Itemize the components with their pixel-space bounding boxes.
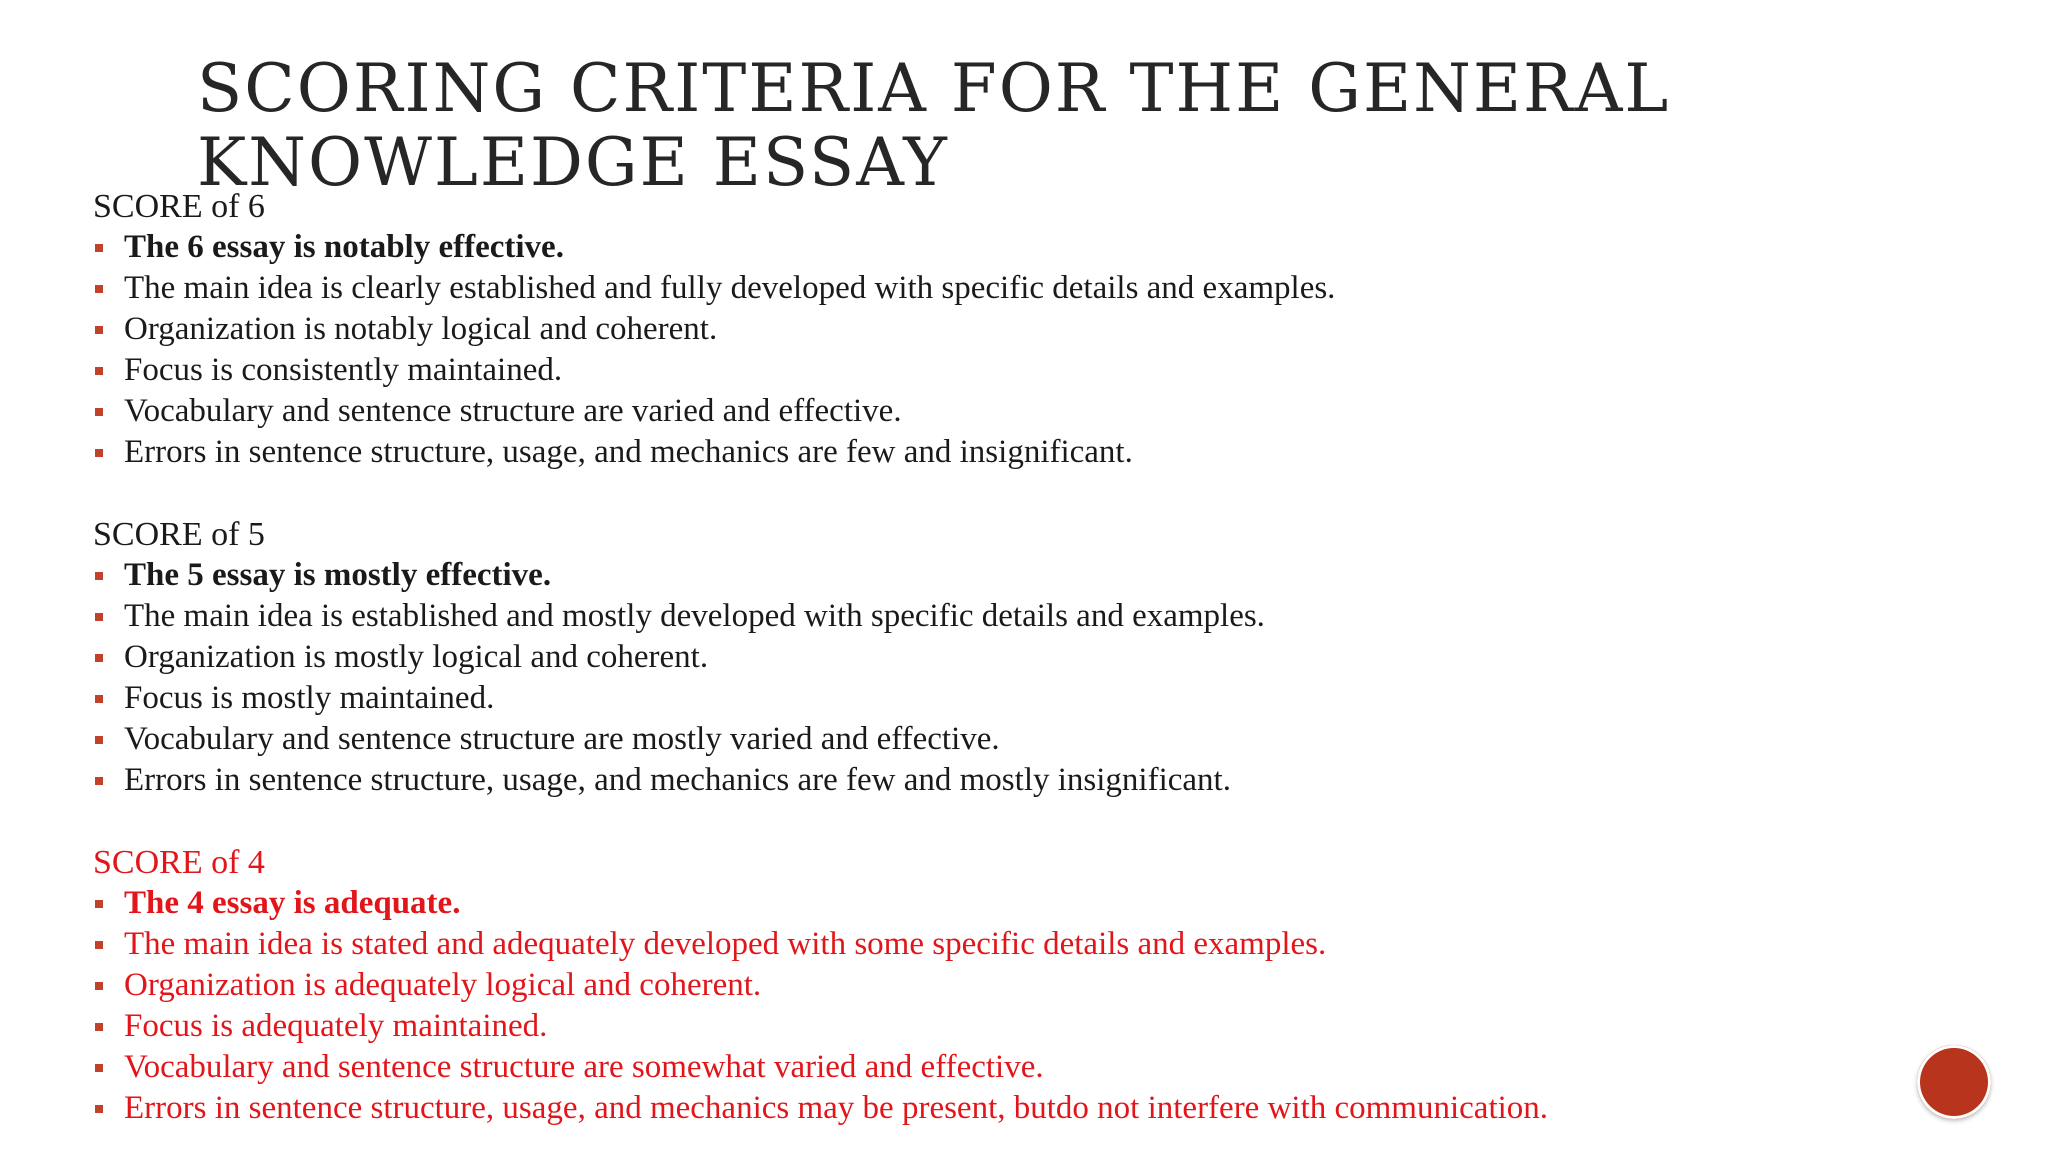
- bullet-icon: [95, 1064, 103, 1072]
- bullet-icon: [95, 408, 103, 416]
- bullet-icon: [95, 367, 103, 375]
- score-5-list: [93, 555, 1993, 801]
- list-item: The 4 essay is adequate.: [93, 883, 1993, 924]
- bullet-icon: [95, 244, 103, 252]
- score-6-section: [93, 186, 1993, 473]
- list-item: Errors in sentence structure, usage, and mechanics are few and insignificant.: [93, 432, 1993, 473]
- bullet-icon: [95, 654, 103, 662]
- bullet-icon: [95, 777, 103, 785]
- bullet-icon: [95, 1023, 103, 1031]
- list-item: Errors in sentence structure, usage, and mechanics may be present, butdo not interfere with communication.: [93, 1088, 1993, 1129]
- list-item: Organization is mostly logical and coherent.: [93, 637, 1993, 678]
- list-item: The main idea is clearly established and fully developed with specific details and examples.: [93, 268, 1993, 309]
- criteria-body: [93, 186, 1993, 1129]
- list-item: Vocabulary and sentence structure are varied and effective.: [93, 391, 1993, 432]
- list-item: Focus is consistently maintained.: [93, 350, 1993, 391]
- list-item: Organization is notably logical and coherent.: [93, 309, 1993, 350]
- score-4-heading: SCORE of 4: [93, 844, 265, 881]
- slide-nav-button[interactable]: [1917, 1045, 1991, 1119]
- score-4-section: [93, 842, 1993, 1129]
- score-5-heading: SCORE of 5: [93, 516, 265, 553]
- bullet-icon: [95, 285, 103, 293]
- list-item: Vocabulary and sentence structure are mostly varied and effective.: [93, 719, 1993, 760]
- list-item: Focus is mostly maintained.: [93, 678, 1993, 719]
- bullet-icon: [95, 572, 103, 580]
- list-item: The main idea is stated and adequately developed with some specific details and examples.: [93, 924, 1993, 965]
- list-item: The 5 essay is mostly effective.: [93, 555, 1993, 596]
- list-item: Errors in sentence structure, usage, and mechanics are few and mostly insignificant.: [93, 760, 1993, 801]
- bullet-icon: [95, 736, 103, 744]
- bullet-icon: [95, 613, 103, 621]
- score-6-list: [93, 227, 1993, 473]
- list-item: Focus is adequately maintained.: [93, 1006, 1993, 1047]
- bullet-icon: [95, 449, 103, 457]
- list-item: The main idea is established and mostly developed with specific details and examples.: [93, 596, 1993, 637]
- slide-title: SCORING CRITERIA FOR THE GENERAL KNOWLEDGE ESSAY: [197, 50, 1671, 201]
- bullet-icon: [95, 900, 103, 908]
- bullet-icon: [95, 941, 103, 949]
- score-5-section: [93, 514, 1993, 801]
- bullet-icon: [95, 982, 103, 990]
- bullet-icon: [95, 695, 103, 703]
- bullet-icon: [95, 1105, 103, 1113]
- score-4-list: [93, 883, 1993, 1129]
- list-item: The 6 essay is notably effective.: [93, 227, 1993, 268]
- list-item: Organization is adequately logical and coherent.: [93, 965, 1993, 1006]
- score-6-heading: SCORE of 6: [93, 188, 265, 225]
- bullet-icon: [95, 326, 103, 334]
- list-item: Vocabulary and sentence structure are somewhat varied and effective.: [93, 1047, 1993, 1088]
